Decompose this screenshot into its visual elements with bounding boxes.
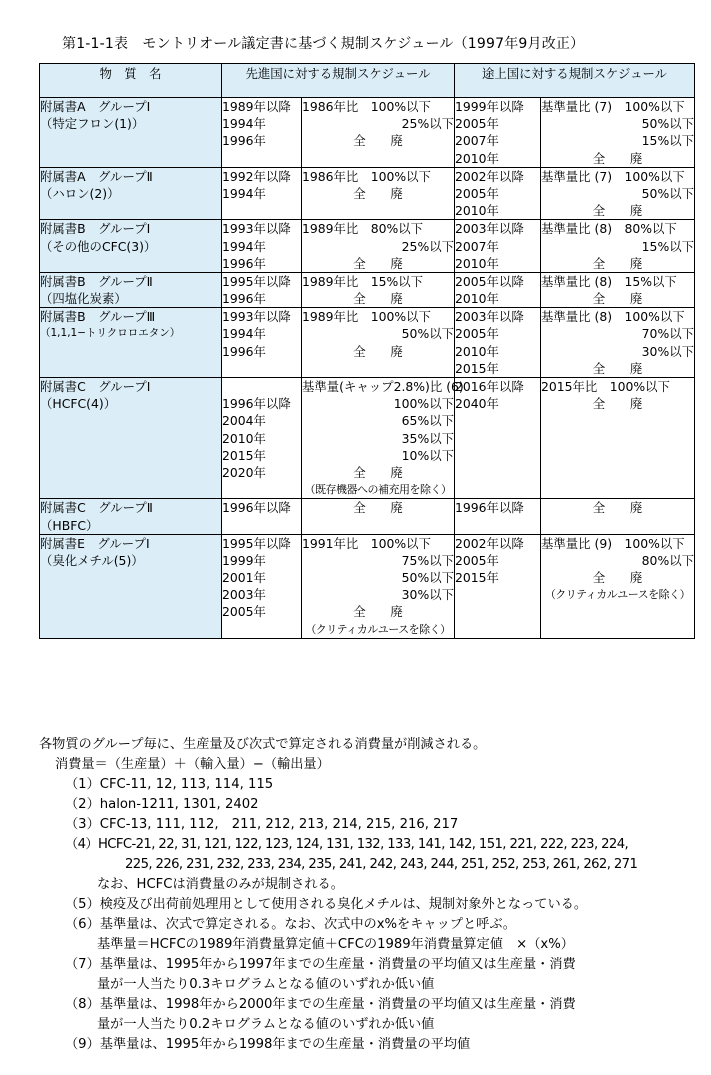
year-text: 1995年以降: [222, 273, 291, 289]
footnotes: [39, 735, 699, 1055]
amount-text: 35%以下: [401, 430, 454, 446]
table-title: 第1-1-1表 モントリオール議定書に基づく規制スケジュール（1997年9月改正）: [62, 36, 585, 52]
amount-text: 30%以下: [401, 587, 454, 603]
substance-name: （四塩化炭素）: [40, 291, 127, 307]
amount-text: 基準量比 (7) 100%以下: [541, 168, 685, 184]
developing-years-cell: [455, 167, 541, 220]
substance-group: 附属書C グループⅡ: [40, 500, 153, 516]
developed-years-cell: [222, 272, 302, 307]
year-text: 2003年: [222, 587, 266, 603]
amount-text: 10%以下: [401, 447, 454, 463]
year-text: 2007年: [455, 133, 499, 149]
note-formula: 消費量＝（生産量）＋（輸入量）−（輸出量）: [55, 757, 330, 772]
year-text: 2005年: [222, 604, 266, 620]
amount-text: 1986年比 100%以下: [302, 99, 431, 114]
amount-text: 50%以下: [401, 326, 454, 342]
substance-group: 附属書B グループⅢ: [40, 309, 156, 325]
developed-years-cell: [222, 378, 302, 499]
table-row: [40, 167, 695, 220]
developed-years-cell: [222, 499, 302, 534]
substance-group: 附属書B グループⅡ: [40, 273, 153, 289]
year-text: 2010年: [455, 255, 499, 271]
substance-cell: [40, 220, 222, 273]
developing-years-cell: [455, 272, 541, 307]
note-4a: （4）HCFC-21, 22, 31, 121, 122, 123, 124, 131, 132, 133, 141, 142, 151, 221, 222, 223, 224,: [65, 837, 629, 852]
table-row: [40, 98, 695, 168]
year-text: 1994年: [222, 238, 266, 254]
substance-name: （1,1,1−トリクロロエタン）: [40, 327, 181, 340]
substance-cell: [40, 308, 222, 378]
header-developing: 途上国に対する規制スケジュール: [455, 64, 695, 98]
amount-text: 全 廃: [592, 360, 643, 376]
amount-text: 全 廃: [592, 570, 643, 586]
amount-text: 全 廃: [353, 133, 403, 149]
amount-text: 1986年比 100%以下: [302, 168, 431, 184]
substance-name: （HBFC）: [40, 517, 99, 533]
amount-text: 50%以下: [401, 570, 454, 586]
year-text: 1999年以降: [455, 99, 524, 114]
year-text: 2007年: [455, 238, 499, 254]
amount-text: 全 廃: [592, 203, 643, 219]
year-text: 2015年: [455, 360, 499, 376]
substance-name: （その他のCFC(3)）: [40, 238, 157, 254]
substance-cell: [40, 499, 222, 534]
amount-text: 1989年比 15%以下: [302, 273, 424, 289]
amount-text: 30%以下: [641, 343, 694, 359]
note-3: （3）CFC-13, 111, 112, 211, 212, 213, 214, 215, 216, 217: [65, 817, 459, 832]
note-4b: 225, 226, 231, 232, 233, 234, 235, 241, 242, 243, 244, 251, 252, 253, 261, 262, 271: [125, 857, 638, 872]
year-text: 1992年以降: [222, 168, 291, 184]
header-developed: 先進国に対する規制スケジュール: [222, 64, 455, 98]
year-text: 2005年: [455, 185, 499, 201]
substance-group: 附属書E グループⅠ: [40, 535, 150, 551]
year-text: [222, 378, 301, 395]
amount-text: 全 廃: [353, 185, 403, 201]
substance-group: 附属書A グループⅠ: [40, 99, 151, 114]
year-text: 1996年: [222, 291, 266, 307]
year-text: 2001年: [222, 570, 266, 586]
amount-text: 全 廃: [592, 150, 643, 166]
developing-years-cell: [455, 308, 541, 378]
substance-name: （臭化メチル(5)）: [40, 552, 144, 568]
year-text: 2010年: [455, 203, 499, 219]
note-1: （1）CFC-11, 12, 113, 114, 115: [65, 777, 274, 792]
amount-text: 全 廃: [353, 255, 403, 271]
year-text: 1994年: [222, 116, 266, 132]
amount-text: 2015年比 100%以下: [541, 379, 670, 394]
amount-text: （クリティカルユースを除く）: [544, 588, 691, 602]
developed-years-cell: [222, 534, 302, 638]
table-row: [40, 499, 695, 534]
year-text: 2005年: [455, 326, 499, 342]
amount-text: 25%以下: [401, 116, 454, 132]
amount-text: 基準量比 (9) 100%以下: [541, 535, 685, 551]
developed-years-cell: [222, 220, 302, 273]
amount-text: 15%以下: [641, 238, 694, 254]
amount-text: 全 廃: [592, 255, 643, 271]
note-7a: （7）基準量は、1995年から1997年までの生産量・消費量の平均値又は生産量・消費: [65, 957, 576, 972]
amount-text: 基準量比 (7) 100%以下: [541, 99, 685, 114]
year-text: 1995年以降: [222, 535, 291, 551]
year-text: 1996年以降: [222, 500, 291, 516]
developed-amounts-cell: [302, 98, 455, 168]
substance-cell: [40, 534, 222, 638]
year-text: 2040年: [455, 396, 499, 412]
developed-amounts-cell: [302, 220, 455, 273]
table-row: [40, 378, 695, 499]
year-text: 2010年: [455, 343, 499, 359]
substance-cell: [40, 167, 222, 220]
year-text: 1994年: [222, 326, 266, 342]
year-text: 2004年: [222, 413, 266, 429]
substance-cell: [40, 98, 222, 168]
regulation-schedule-table: [39, 63, 695, 639]
year-text: 1999年: [222, 552, 266, 568]
developing-amounts-cell: [541, 308, 695, 378]
substance-group: 附属書C グループⅠ: [40, 379, 151, 394]
amount-text: 全 廃: [353, 343, 403, 359]
substance-group: 附属書B グループⅠ: [40, 221, 151, 237]
year-text: 2002年以降: [455, 168, 524, 184]
developed-amounts-cell: [302, 167, 455, 220]
note-6a: （6）基準量は、次式で算定される。なお、次式中のx%をキャップと呼ぶ。: [65, 917, 516, 932]
year-text: 1996年: [222, 133, 266, 149]
note-8b: 量が一人当たり0.2キログラムとなる値のいずれか低い値: [97, 1017, 435, 1032]
developing-amounts-cell: [541, 378, 695, 499]
header-row: [40, 64, 695, 98]
developing-amounts-cell: [541, 167, 695, 220]
year-text: 2015年: [455, 570, 499, 586]
year-text: 1989年以降: [222, 99, 291, 114]
year-text: 2016年以降: [455, 379, 524, 394]
year-text: 1994年: [222, 185, 266, 201]
year-text: 2010年: [455, 291, 499, 307]
amount-text: 全 廃: [353, 500, 403, 516]
amount-text: 1989年比 100%以下: [302, 309, 431, 325]
developing-amounts-cell: [541, 534, 695, 638]
developing-years-cell: [455, 534, 541, 638]
developed-years-cell: [222, 167, 302, 220]
note-5: （5）検疫及び出荷前処理用として使用される臭化メチルは、規制対象外となっている。: [65, 897, 588, 912]
amount-text: 80%以下: [641, 552, 694, 568]
header-substance: 物 質 名: [40, 64, 222, 98]
developed-amounts-cell: [302, 308, 455, 378]
amount-text: 1991年比 100%以下: [302, 535, 431, 551]
substance-name: （ハロン(2)）: [40, 185, 120, 201]
year-text: 2005年: [455, 116, 499, 132]
year-text: 2005年: [455, 552, 499, 568]
developed-years-cell: [222, 98, 302, 168]
amount-text: 50%以下: [641, 185, 694, 201]
amount-text: 全 廃: [592, 500, 643, 516]
developing-years-cell: [455, 499, 541, 534]
year-text: 2010年: [222, 430, 266, 446]
amount-text: （既存機器への補充用を除く）: [304, 483, 452, 497]
year-text: 2005年以降: [455, 273, 524, 289]
developing-amounts-cell: [541, 220, 695, 273]
table-row: [40, 272, 695, 307]
table-row: [40, 308, 695, 378]
substance-group: 附属書A グループⅡ: [40, 168, 153, 184]
year-text: 1993年以降: [222, 309, 291, 325]
developing-years-cell: [455, 98, 541, 168]
developed-years-cell: [222, 308, 302, 378]
developing-amounts-cell: [541, 499, 695, 534]
developed-amounts-cell: [302, 534, 455, 638]
developing-amounts-cell: [541, 98, 695, 168]
amount-text: 25%以下: [401, 238, 454, 254]
developed-amounts-cell: [302, 499, 455, 534]
amount-text: 全 廃: [353, 291, 403, 307]
amount-text: 50%以下: [641, 116, 694, 132]
note-7b: 量が一人当たり0.3キログラムとなる値のいずれか低い値: [97, 977, 435, 992]
note-8a: （8）基準量は、1998年から2000年までの生産量・消費量の平均値又は生産量・消費: [65, 997, 576, 1012]
year-text: 1996年: [222, 255, 266, 271]
developing-years-cell: [455, 378, 541, 499]
amount-text: 基準量比 (8) 80%以下: [541, 221, 677, 237]
note-intro: 各物質のグループ毎に、生産量及び次式で算定される消費量が削減される。: [39, 737, 487, 752]
developed-amounts-cell: [302, 272, 455, 307]
amount-text: 70%以下: [641, 326, 694, 342]
amount-text: 75%以下: [401, 552, 454, 568]
amount-text: 100%以下: [393, 396, 454, 412]
note-4c: なお、HCFCは消費量のみが規制される。: [97, 877, 344, 892]
year-text: 2015年: [222, 447, 266, 463]
substance-cell: [40, 272, 222, 307]
amount-text: 65%以下: [401, 413, 454, 429]
table-row: [40, 534, 695, 638]
year-text: 1993年以降: [222, 221, 291, 237]
year-text: 1996年: [222, 343, 266, 359]
year-text: 2003年以降: [455, 309, 524, 325]
amount-text: 基準量比 (8) 100%以下: [541, 309, 685, 325]
table-row: [40, 220, 695, 273]
year-text: 2002年以降: [455, 535, 524, 551]
amount-text: 全 廃: [353, 604, 403, 620]
note-9: （9）基準量は、1995年から1998年までの生産量・消費量の平均値: [65, 1037, 471, 1052]
year-text: 1996年以降: [455, 500, 524, 516]
substance-name: （特定フロン(1)）: [40, 116, 145, 132]
substance-cell: [40, 378, 222, 499]
amount-text: 1989年比 80%以下: [302, 221, 424, 237]
amount-text: 全 廃: [592, 291, 643, 307]
year-text: 2003年以降: [455, 221, 524, 237]
note-6b: 基準量＝HCFCの1989年消費量算定値＋CFCの1989年消費量算定値 ×（x%）: [97, 937, 574, 952]
note-2: （2）halon-1211, 1301, 2402: [65, 797, 259, 812]
year-text: 1996年以降: [222, 396, 291, 412]
amount-text: 全 廃: [353, 464, 403, 480]
developed-amounts-cell: [302, 378, 464, 499]
amount-text: 基準量比 (8) 15%以下: [541, 273, 677, 289]
year-text: 2020年: [222, 464, 266, 480]
amount-text: （クリティカルユースを除く）: [305, 622, 451, 636]
amount-text: 全 廃: [592, 396, 643, 412]
amount-text: 基準量(キャップ2.8%)比 (6): [302, 379, 464, 394]
developing-years-cell: [455, 220, 541, 273]
developing-amounts-cell: [541, 272, 695, 307]
year-text: 2010年: [455, 150, 499, 166]
amount-text: 15%以下: [641, 133, 694, 149]
substance-name: （HCFC(4)）: [40, 396, 117, 412]
